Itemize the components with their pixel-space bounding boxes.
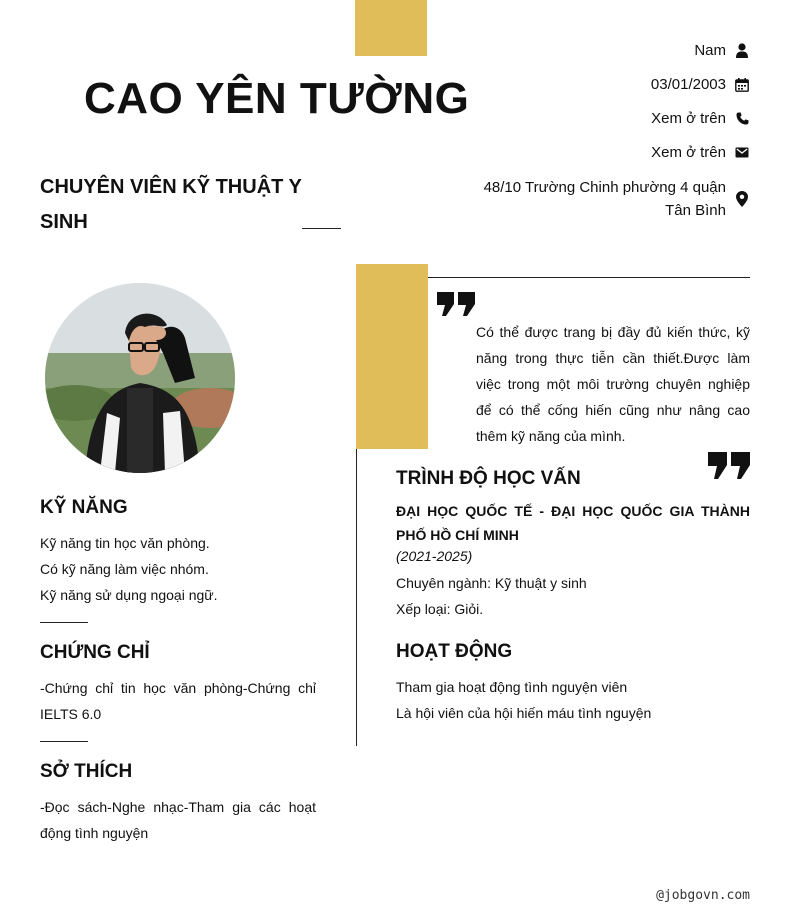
certificates-text: -Chứng chỉ tin học văn phòng-Chứng chỉ IELTS 6.0 bbox=[40, 680, 316, 722]
top-accent-block bbox=[355, 0, 427, 56]
list-item: Tham gia hoạt động tình nguyện viên bbox=[396, 679, 628, 695]
certificates-heading: CHỨNG CHỈ bbox=[40, 642, 150, 663]
list-item: Là hội viên của hội hiến máu tình nguyện bbox=[396, 705, 652, 721]
calendar-icon bbox=[734, 78, 750, 92]
quote-divider bbox=[428, 277, 750, 278]
phone-icon bbox=[734, 112, 750, 125]
major-text: Chuyên ngành: Kỹ thuật y sinh bbox=[396, 575, 587, 591]
study-years: (2021-2025) bbox=[396, 548, 473, 564]
skills-list bbox=[40, 530, 320, 608]
hobbies-text: -Đọc sách-Nghe nhạc-Tham gia các hoạt động tình nguyện bbox=[40, 799, 316, 841]
contact-email bbox=[651, 144, 750, 161]
hobbies-heading: SỞ THÍCH bbox=[40, 761, 133, 782]
gender-text: Nam bbox=[694, 42, 726, 59]
person-icon bbox=[734, 43, 750, 58]
contact-dob bbox=[651, 76, 750, 93]
address-text: 48/10 Trường Chinh phường 4 quận Tân Bình bbox=[483, 179, 726, 219]
list-item: Kỹ năng tin học văn phòng. bbox=[40, 535, 210, 551]
activities-list bbox=[396, 674, 750, 726]
map-pin-icon bbox=[734, 191, 750, 207]
activities-heading: HOẠT ĐỘNG bbox=[396, 641, 513, 662]
open-quote-icon bbox=[437, 292, 475, 321]
job-title: CHUYÊN VIÊN KỸ THUẬT Y SINH bbox=[40, 176, 302, 233]
phone-text: Xem ở trên bbox=[651, 110, 726, 127]
footer-watermark: @jobgovn.com bbox=[656, 888, 750, 903]
candidate-name: CAO YÊN TƯỜNG bbox=[84, 74, 470, 123]
contact-phone bbox=[651, 110, 750, 127]
list-item: Có kỹ năng làm việc nhóm. bbox=[40, 561, 209, 577]
list-item: Kỹ năng sử dụng ngoại ngữ. bbox=[40, 587, 218, 603]
rank-text: Xếp loại: Giỏi. bbox=[396, 601, 484, 617]
education-heading: TRÌNH ĐỘ HỌC VẤN bbox=[396, 468, 581, 489]
email-text: Xem ở trên bbox=[651, 144, 726, 161]
skills-heading: KỸ NĂNG bbox=[40, 497, 128, 518]
school-name: ĐẠI HỌC QUỐC TẾ - ĐẠI HỌC QUỐC GIA THÀNH PHỐ HỒ CHÍ MINH bbox=[396, 503, 750, 543]
contact-address bbox=[464, 176, 750, 222]
title-divider bbox=[302, 228, 341, 229]
contact-gender bbox=[694, 42, 750, 59]
envelope-icon bbox=[734, 147, 750, 158]
profile-photo bbox=[45, 283, 235, 473]
career-objective: Có thể được trang bị đầy đủ kiến thức, kỹ năng trong thực tiễn cần thiết.Được làm việc trong một môi trường chuyên nghiệp để có thể cống hiến cũng như nâng cao thêm kỹ năng của mình. bbox=[476, 324, 750, 444]
section-divider bbox=[40, 741, 88, 742]
section-divider bbox=[40, 622, 88, 623]
dob-text: 03/01/2003 bbox=[650, 76, 726, 93]
close-quote-icon bbox=[708, 452, 750, 484]
quote-accent-block bbox=[356, 264, 428, 449]
column-divider bbox=[356, 449, 357, 746]
